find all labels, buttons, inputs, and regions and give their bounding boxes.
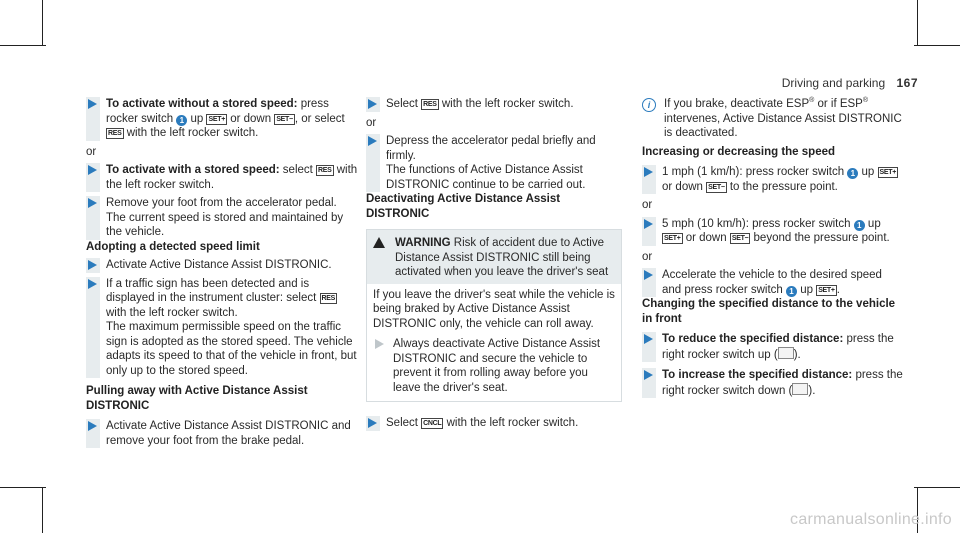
info-icon: i: [642, 98, 656, 112]
bullet-bar: [642, 217, 656, 246]
set-up-key-icon: SET+: [208, 115, 225, 123]
bullet-bar: [86, 196, 100, 240]
callout-1-icon: 1: [176, 115, 187, 126]
bullet-bar: [86, 97, 100, 141]
arrow-icon: [368, 418, 377, 428]
crop-mark: [914, 45, 960, 46]
section-heading: Changing the specified distance to the vehicle in front: [642, 298, 896, 325]
set-up-key-icon: SET+: [664, 235, 681, 242]
info-note: i If you brake, deactivate ESP® or if ESP® intervenes, Active Distance Assist DISTRONIC is deactivated.: [642, 97, 904, 141]
callout-1-icon: 1: [847, 168, 858, 179]
section-heading: Increasing or decreasing the speed: [642, 145, 836, 158]
arrow-icon: [375, 339, 384, 349]
list-item: Activate Active Distance Assist DISTRONIC and remove your foot from the brake pedal.: [86, 419, 358, 448]
list-item: To activate with a stored speed: select RES with the left rocker switch.: [86, 163, 358, 192]
or-text: or: [366, 116, 377, 129]
list-item: Depress the accelerator pedal briefly and firmly. The functions of Active Distance Assist DISTRONIC continue to be carried out.: [366, 134, 622, 192]
bullet-bar: [642, 332, 656, 362]
distance-reduce-icon: [778, 347, 794, 359]
list-item: Accelerate the vehicle to the desired speed and press rocker switch 1 up SET+ .: [642, 268, 904, 297]
distance-increase-icon: [792, 383, 808, 395]
or-text: or: [86, 145, 97, 158]
bullet-bar: [366, 134, 380, 192]
list-item: To reduce the specified distance: press the right rocker switch up ( ).: [642, 332, 904, 362]
crop-mark: [0, 487, 46, 488]
arrow-icon: [88, 99, 97, 109]
list-item: Select CNCL with the left rocker switch.: [366, 416, 622, 431]
bullet-bar: [642, 268, 656, 297]
res-key-icon: RES: [321, 295, 335, 302]
list-item: 5 mph (10 km/h): press rocker switch 1 up SET+ or down SET− beyond the pressure point.: [642, 217, 904, 246]
arrow-icon: [644, 334, 653, 344]
crop-mark: [42, 0, 43, 46]
arrow-icon: [368, 99, 377, 109]
bullet-bar: [642, 165, 656, 194]
callout-1-icon: 1: [786, 286, 797, 297]
bullet-bar: [366, 416, 380, 431]
page-number: 167: [896, 76, 918, 90]
list-item: Select RES with the left rocker switch.: [366, 97, 622, 112]
section-heading: Pulling away with Active Distance Assist DISTRONIC: [86, 385, 308, 412]
arrow-icon: [644, 219, 653, 229]
arrow-icon: [644, 270, 653, 280]
crop-mark: [0, 45, 46, 46]
crop-mark: [42, 487, 43, 533]
bullet-bar: [366, 97, 380, 112]
arrow-icon: [88, 279, 97, 289]
section-title: Driving and parking: [781, 76, 886, 90]
callout-1-icon: 1: [854, 220, 865, 231]
arrow-icon: [88, 260, 97, 270]
set-down-key-icon: SET−: [708, 183, 725, 191]
page-header: [782, 76, 918, 91]
arrow-icon: [88, 165, 97, 175]
list-item: 1 mph (1 km/h): press rocker switch 1 up SET+ or down SET− to the pressure point.: [642, 165, 904, 194]
crop-mark: [917, 0, 918, 46]
warning-header: WARNING Risk of accident due to Active Distance Assist DISTRONIC still being activated when you leave the driver's seat: [367, 230, 621, 284]
res-key-icon: RES: [318, 167, 332, 174]
cncl-key-icon: CNCL: [423, 420, 442, 427]
set-down-key-icon: SET−: [276, 115, 293, 123]
arrow-icon: [88, 421, 97, 431]
column-3: [642, 97, 904, 398]
list-item: Always deactivate Active Distance Assist DISTRONIC and secure the vehicle to prevent it from rolling away before you leave the driver's seat.: [373, 337, 615, 395]
bullet-bar: [373, 337, 387, 395]
list-item: Remove your foot from the accelerator pedal. The current speed is stored and maintained by the vehicle.: [86, 196, 358, 240]
set-up-key-icon: SET+: [818, 286, 835, 294]
warning-icon: [373, 237, 385, 248]
warning-box: [366, 229, 622, 402]
list-item: To activate without a stored speed: press rocker switch 1 up SET+ or down SET− , or select RES with the left rocker switch.: [86, 97, 358, 141]
bullet-bar: [642, 368, 656, 398]
warning-title: WARNING: [395, 237, 451, 249]
column-1: [86, 97, 358, 448]
section-heading: Deactivating Active Distance Assist DISTRONIC: [366, 193, 561, 220]
crop-mark: [914, 487, 960, 488]
set-down-key-icon: SET−: [731, 235, 749, 242]
list-item: To increase the specified distance: press the right rocker switch down ( ).: [642, 368, 904, 398]
set-up-key-icon: SET+: [879, 169, 897, 176]
column-2: [366, 97, 622, 431]
bullet-bar: [86, 163, 100, 192]
bullet-bar: [86, 277, 100, 379]
arrow-icon: [644, 167, 653, 177]
bullet-bar: [86, 419, 100, 448]
or-text: or: [642, 199, 653, 211]
warning-body: If you leave the driver's seat while the vehicle is being braked by Active Distance Assist DISTRONIC only, the vehicle can roll away.: [373, 288, 615, 330]
bullet-bar: [86, 258, 100, 273]
res-key-icon: RES: [423, 101, 437, 108]
list-item: If a traffic sign has been detected and is displayed in the instrument cluster: select RES with the left rocker switch. The maximum permissible speed on the traffic sign is adopted as the stored speed. The vehicle adapts its speed to that of the vehicle in front, but only up to the stored speed.: [86, 277, 358, 379]
arrow-icon: [88, 198, 97, 208]
section-heading: Adopting a detected speed limit: [86, 240, 260, 253]
watermark: carmanualsonline.info: [790, 510, 952, 528]
arrow-icon: [644, 370, 653, 380]
list-item: Activate Active Distance Assist DISTRONIC.: [86, 258, 358, 273]
res-key-icon: RES: [108, 130, 122, 137]
arrow-icon: [368, 136, 377, 146]
or-text: or: [642, 250, 653, 263]
